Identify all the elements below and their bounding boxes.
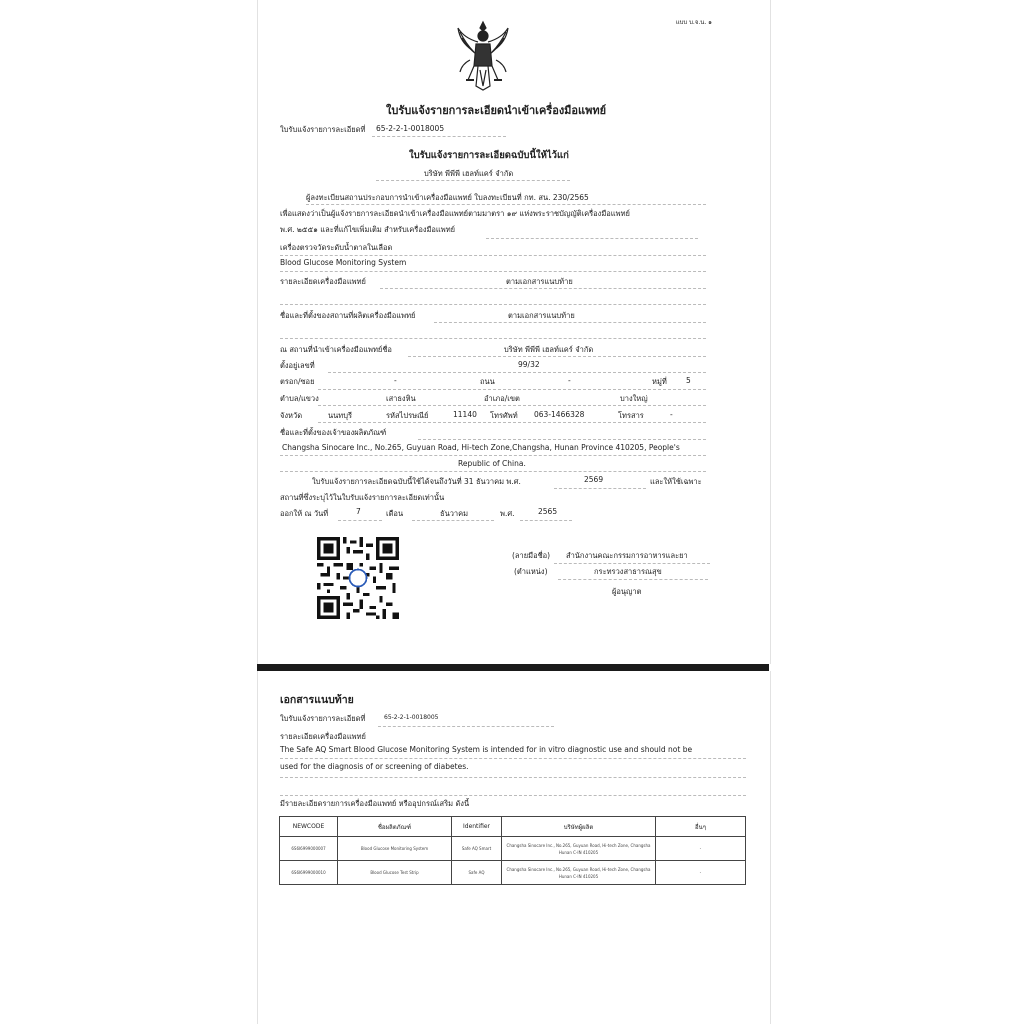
attachment-list-intro: มีรายละเอียดรายการเครื่องมือแพทย์ หรืออุปกรณ์เสริม ดังนี้ (280, 799, 470, 808)
attachment-page (257, 671, 771, 1024)
company-name: บริษัท พีพีพี เฮลท์แคร์ จำกัด (424, 169, 514, 178)
validity-text: ใบรับแจ้งรายการละเอียดฉบับนี้ใช้ได้จนถึงวันที่ 31 ธันวาคม พ.ศ. (312, 477, 521, 486)
phone-label: โทรศัพท์ (490, 411, 518, 420)
maker-value: ตามเอกสารแนบท้าย (508, 311, 575, 320)
device-english-name: Blood Glucose Monitoring System (280, 258, 407, 267)
cell-other: - (656, 861, 746, 885)
garuda-emblem-icon (454, 20, 512, 92)
cell-identifier: Safe AQ Smart (452, 837, 502, 861)
statement-line-2: พ.ศ. ๒๕๕๑ และที่แก้ไขเพิ่มเติม สำหรับเครื่องมือแพทย์ (280, 225, 456, 234)
col-identifier: Identifier (452, 817, 502, 837)
subdistrict-value: เสาธงหิน (386, 394, 416, 403)
col-product-name: ชื่อผลิตภัณฑ์ (338, 817, 452, 837)
maker-label: ชื่อและที่ตั้งของสถานที่ผลิตเครื่องมือแพทย์ (280, 311, 416, 320)
month-label: เดือน (386, 509, 404, 518)
attachment-title: เอกสารแนบท้าย (280, 694, 354, 706)
alley-value: - (394, 376, 397, 385)
year-label: พ.ศ. (500, 509, 515, 518)
device-thai-name: เครื่องตรวจวัดระดับน้ำตาลในเลือด (280, 243, 393, 252)
district-value: บางใหญ่ (620, 394, 648, 403)
cell-identifier: Safe AQ (452, 861, 502, 885)
table-header-row (280, 817, 746, 837)
cell-manufacturer: Changsha Sinocare Inc., No.265, Guyuan Road, Hi-tech Zone, Changsha Hunan C-IN 410205 (502, 837, 656, 861)
certificate-title: ใบรับแจ้งรายการละเอียดนำเข้าเครื่องมือแพทย์ (386, 104, 607, 117)
importer-value: บริษัท พีพีพี เฮลท์แคร์ จำกัด (504, 345, 594, 354)
validity-tail: และให้ใช้เฉพาะ (650, 477, 702, 486)
position-value: กระทรวงสาธารณสุข (594, 567, 662, 576)
device-list-table (279, 816, 746, 885)
alley-label: ตรอก/ซอย (280, 377, 315, 386)
subdistrict-label: ตำบล/แขวง (280, 394, 319, 403)
issued-month: ธันวาคม (440, 509, 469, 518)
fax-value: - (670, 410, 673, 419)
province-label: จังหวัด (280, 411, 303, 420)
authority-label: ผู้อนุญาต (612, 587, 642, 596)
fax-label: โทรสาร (618, 411, 644, 420)
cell-newcode: 6S6I6999000007 (280, 837, 338, 861)
phone-value: 063-1466328 (534, 410, 585, 419)
registration-line: ผู้ลงทะเบียนสถานประกอบการนำเข้าเครื่องมือแพทย์ ใบลงทะเบียนที่ กท. สน. 230/2565 (306, 193, 589, 202)
cell-manufacturer: Changsha Sinocare Inc., No.265, Guyuan Road, Hi-tech Zone, Changsha Hunan C-IN 410205 (502, 861, 656, 885)
ref-label: ใบรับแจ้งรายการละเอียดที่ (280, 125, 366, 134)
issued-day: 7 (356, 507, 361, 516)
page-divider (257, 664, 769, 671)
cell-newcode: 6S6I6999000010 (280, 861, 338, 885)
form-code: แบบ บ.จ.น. ๑ (675, 19, 712, 26)
col-manufacturer: บริษัทผู้ผลิต (502, 817, 656, 837)
position-label: (ตำแหน่ง) (514, 567, 548, 576)
road-value: - (568, 376, 571, 385)
cell-other: - (656, 837, 746, 861)
district-label: อำเภอ/เขต (484, 394, 520, 403)
moo-value: 5 (686, 376, 691, 385)
road-label: ถนน (480, 377, 495, 386)
qr-code (317, 537, 399, 619)
cell-product-name: Blood Glucose Monitoring System (338, 837, 452, 861)
table-row (280, 861, 746, 885)
owner-label: ชื่อและที่ตั้งของเจ้าของผลิตภัณฑ์ (280, 428, 387, 437)
ref-value: 65-2-2-1-0018005 (376, 124, 445, 133)
validity-year: 2569 (584, 475, 604, 484)
cell-product-name: Blood Glucose Test Strip (338, 861, 452, 885)
statement-line: เพื่อแสดงว่าเป็นผู้แจ้งรายการละเอียดนำเข้าเครื่องมือแพทย์ตามมาตรา ๑๙ แห่งพระราชบัญญัติเครื่องมือแพทย์ (280, 209, 630, 218)
table-row (280, 837, 746, 861)
owner-address-line-1: Changsha Sinocare Inc., No.265, Guyuan Road, Hi-tech Zone,Changsha, Hunan Province 410205, People's (282, 443, 680, 452)
issued-to-label: ใบรับแจ้งรายการละเอียดฉบับนี้ให้ไว้แก่ (409, 150, 569, 161)
validity-text-2: สถานที่ซึ่งระบุไว้ในใบรับแจ้งรายการละเอียดเท่านั้น (280, 493, 445, 502)
province-value: นนทบุรี (328, 411, 352, 420)
issued-label: ออกให้ ณ วันที่ (280, 509, 329, 518)
postal-value: 11140 (453, 410, 477, 419)
attachment-detail-label: รายละเอียดเครื่องมือแพทย์ (280, 732, 366, 741)
attachment-ref-label: ใบรับแจ้งรายการละเอียดที่ (280, 714, 366, 723)
postal-label: รหัสไปรษณีย์ (386, 411, 429, 420)
moo-label: หมู่ที่ (652, 377, 667, 386)
col-newcode: NEWCODE (280, 817, 338, 837)
attachment-desc-line-1: The Safe AQ Smart Blood Glucose Monitoring System is intended for in vitro diagnostic use and should not be (280, 745, 693, 754)
address-label: ตั้งอยู่เลขที่ (280, 361, 315, 370)
detail-label: รายละเอียดเครื่องมือแพทย์ (280, 277, 366, 286)
signature-value: สำนักงานคณะกรรมการอาหารและยา (566, 551, 688, 560)
importer-label: ณ สถานที่นำเข้าเครื่องมือแพทย์ชื่อ (280, 345, 392, 354)
attachment-ref-value: 65-2-2-1-0018005 (384, 714, 439, 721)
detail-value: ตามเอกสารแนบท้าย (506, 277, 573, 286)
issued-year: 2565 (538, 507, 558, 516)
col-other: อื่นๆ (656, 817, 746, 837)
signature-label: (ลายมือชื่อ) (512, 551, 551, 560)
owner-address-line-2: Republic of China. (458, 459, 526, 468)
address-value: 99/32 (518, 360, 540, 369)
certificate-page (257, 0, 771, 664)
attachment-desc-line-2: used for the diagnosis of or screening of diabetes. (280, 762, 469, 771)
